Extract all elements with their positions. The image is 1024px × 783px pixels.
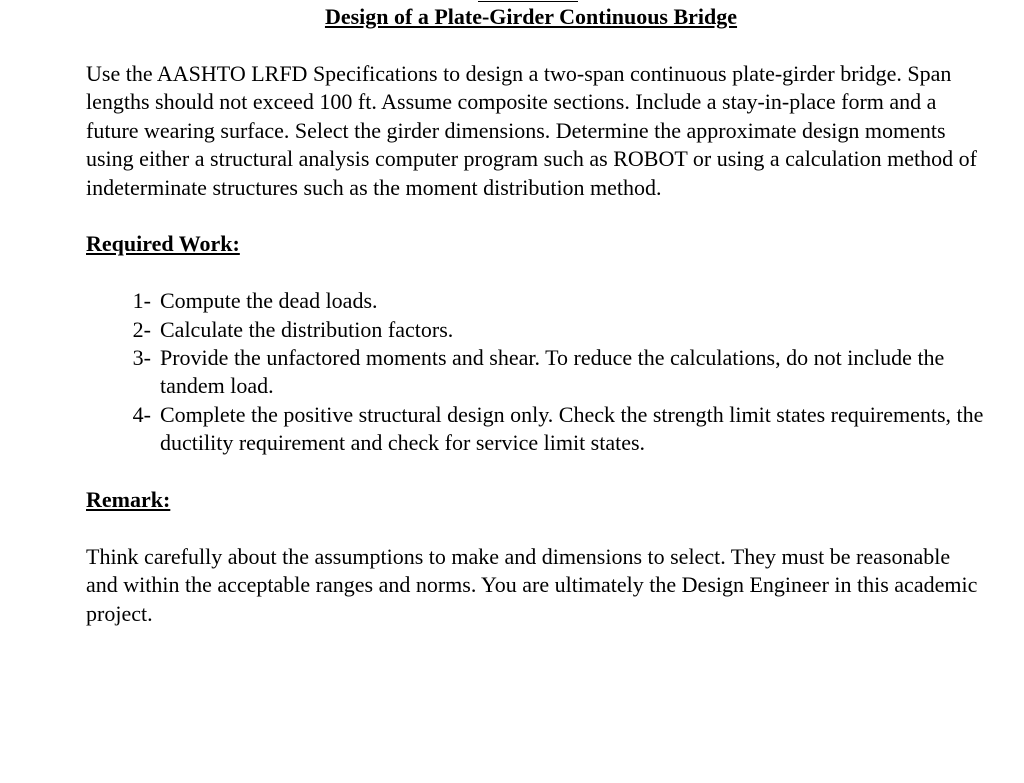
- list-item-text: Complete the positive structural design only. Check the strength limit states requirements, the ductility requirement and check for service limit states.: [160, 401, 984, 456]
- document-title: Design of a Plate-Girder Continuous Bridge: [324, 4, 738, 29]
- spacer: [86, 514, 986, 542]
- list-item: [86, 287, 986, 315]
- intro-paragraph: Use the AASHTO LRFD Specifications to design a two-span continuous plate-girder bridge. Span lengths should not exceed 100 ft. Assume composite sections. Include a stay-in-place form and a future wearing surface. Select the girder dimensions. Determine the approximate design moments using either a structural analysis computer program such as ROBOT or using a calculation method of indeterminate structures such as the moment distribution method.: [86, 61, 977, 200]
- list-item-number: 3-: [132, 345, 151, 371]
- list-item-text: Provide the unfactored moments and shear. To reduce the calculations, do not include the tandem load.: [160, 345, 945, 399]
- list-item: [86, 344, 986, 401]
- list-item: [86, 316, 986, 344]
- spacer: [86, 458, 986, 486]
- list-item-text: Compute the dead loads.: [160, 288, 378, 314]
- remark-heading: Remark:: [86, 487, 171, 513]
- list-item-text: Calculate the distribution factors.: [160, 316, 454, 342]
- list-item-number: 2-: [132, 316, 151, 342]
- spacer: [86, 202, 986, 230]
- list-item-number: 4-: [132, 401, 151, 427]
- required-work-list: [86, 287, 986, 457]
- document-body: [86, 60, 986, 628]
- required-work-heading: Required Work:: [86, 231, 240, 257]
- list-item-number: 1-: [132, 288, 151, 314]
- spacer: [86, 259, 986, 287]
- remark-paragraph: Think carefully about the assumptions to make and dimensions to select. They must be reasonable and within the acceptable ranges and norms. You are ultimately the Design Engineer in this academic project.: [86, 543, 978, 626]
- list-item: [86, 401, 986, 458]
